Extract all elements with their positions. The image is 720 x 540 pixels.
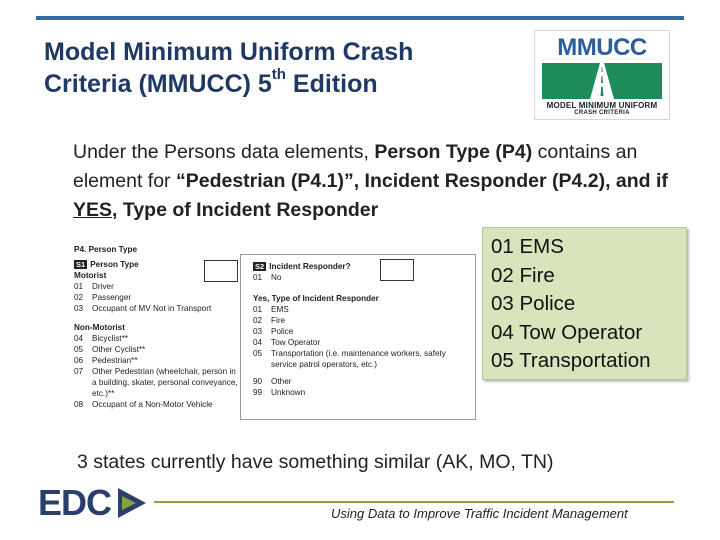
form-option-label: Driver <box>92 282 114 291</box>
s2-input-box[interactable] <box>380 259 414 281</box>
form-option-row <box>74 399 238 410</box>
form-option-row <box>74 355 238 366</box>
other-unknown-list <box>253 376 463 398</box>
form-option-code: 08 <box>74 400 84 409</box>
mmucc-logo <box>534 30 670 120</box>
form-option-label: EMS <box>271 305 289 314</box>
form-option-label: Occupant of a Non-Motor Vehicle <box>92 400 213 409</box>
person-type-form-excerpt <box>70 238 480 420</box>
motorist-list <box>74 281 238 314</box>
form-option-code: 04 <box>253 338 263 347</box>
form-option-row <box>253 376 463 387</box>
intro-bold-2: “Pedestrian (P4.1)”, Incident Responder (P4.2), and if <box>175 170 668 192</box>
slide-title <box>44 36 504 100</box>
form-option-code: 03 <box>253 327 263 336</box>
responder-item: 01 EMS <box>491 235 564 258</box>
form-right-panel <box>240 254 476 420</box>
s2-badge: S2 <box>255 262 265 271</box>
road-icon <box>542 63 662 99</box>
form-option-row <box>74 292 238 303</box>
form-option-code: 05 <box>74 345 84 354</box>
nonmotorist-header: Non-Motorist <box>74 323 125 332</box>
motorist-header: Motorist <box>74 271 107 280</box>
form-option-code: 02 <box>74 293 84 302</box>
title-line-2-post: Edition <box>285 70 378 98</box>
responder-type-list <box>253 304 463 370</box>
edc-logo <box>38 484 148 522</box>
form-option-code: 90 <box>253 377 263 386</box>
form-option-row <box>253 348 463 370</box>
footer-rule <box>154 501 674 503</box>
form-option-code: 07 <box>74 367 84 376</box>
form-option-code: 01 <box>253 273 263 282</box>
form-option-row <box>74 281 238 292</box>
form-option-row <box>74 303 238 314</box>
intro-text-1: Under the Persons data elements, <box>73 141 375 163</box>
logo-subtitle-2: CRASH CRITERIA <box>574 110 630 116</box>
title-line-1: Model Minimum Uniform Crash <box>44 38 414 66</box>
s1-input-box[interactable] <box>204 260 238 282</box>
yes-header: Yes, Type of Incident Responder <box>253 294 379 303</box>
form-option-label: Tow Operator <box>271 338 321 347</box>
form-option-label: Occupant of MV Not in Transport <box>92 304 212 313</box>
form-option-code: 03 <box>74 304 84 313</box>
form-option-label: Other Cyclist** <box>92 345 146 354</box>
footer-tagline: Using Data to Improve Traffic Incident Management <box>331 506 628 521</box>
form-option-row <box>253 304 463 315</box>
title-superscript: th <box>271 65 286 83</box>
intro-paragraph <box>73 138 693 225</box>
form-option-label: Bicyclist** <box>92 334 128 343</box>
form-option-row <box>74 344 238 355</box>
form-option-label: Fire <box>271 316 286 325</box>
logo-wordmark: MMUCC <box>557 34 647 61</box>
form-option-code: 01 <box>253 305 263 314</box>
form-option-label: Police <box>271 327 294 336</box>
s2-option-list <box>253 272 463 283</box>
intro-bold-3: , Type of Incident Responder <box>112 199 379 221</box>
responder-item: 02 Fire <box>491 263 555 287</box>
form-option-code: 02 <box>253 316 263 325</box>
form-option-row <box>253 337 463 348</box>
form-option-code: 05 <box>253 349 263 358</box>
form-option-row <box>74 366 238 399</box>
form-option-label: Unknown <box>271 388 306 397</box>
responder-type-box <box>482 227 687 380</box>
form-option-code: 04 <box>74 334 84 343</box>
form-option-label: Transportation (i.e. maintenance workers, safety service patrol operators, etc.) <box>271 349 446 369</box>
intro-bold-1: Person Type (P4) <box>374 141 533 163</box>
form-header: P4. Person Type <box>74 245 138 254</box>
s1-label: Person Type <box>90 260 139 269</box>
form-option-row <box>253 272 463 283</box>
play-arrow-icon <box>118 488 146 518</box>
responder-item: 05 Transportation <box>491 349 651 373</box>
edc-wordmark: EDC <box>38 482 112 523</box>
responder-item: 03 Police <box>491 292 576 316</box>
form-option-code: 06 <box>74 356 84 365</box>
responder-item: 04 Tow Operator <box>491 320 643 344</box>
logo-subtitle-1: MODEL MINIMUM UNIFORM <box>546 101 658 110</box>
form-option-label: No <box>271 273 282 282</box>
form-option-label: Pedestrian** <box>92 356 138 365</box>
intro-text-2: contains an element for <box>73 141 638 192</box>
nonmotorist-list <box>74 333 238 410</box>
s1-badge: S1 <box>76 260 86 269</box>
s2-label: Incident Responder? <box>269 262 351 271</box>
title-line-2-pre: Criteria (MMUCC) 5 <box>44 70 272 98</box>
form-option-code: 99 <box>253 388 263 397</box>
form-option-label: Passenger <box>92 293 132 302</box>
form-option-label: Other Pedestrian (wheelchair, person in a building, skater, personal conveyance, etc.)** <box>92 367 238 398</box>
form-option-label: Other <box>271 377 292 386</box>
form-option-row <box>253 315 463 326</box>
form-option-row <box>253 387 463 398</box>
top-rule <box>36 16 684 20</box>
form-option-row <box>253 326 463 337</box>
form-option-code: 01 <box>74 282 84 291</box>
states-note: 3 states currently have something similar (AK, MO, TN) <box>77 451 554 473</box>
intro-underline-yes: YES <box>73 199 113 221</box>
form-option-row <box>74 333 238 344</box>
